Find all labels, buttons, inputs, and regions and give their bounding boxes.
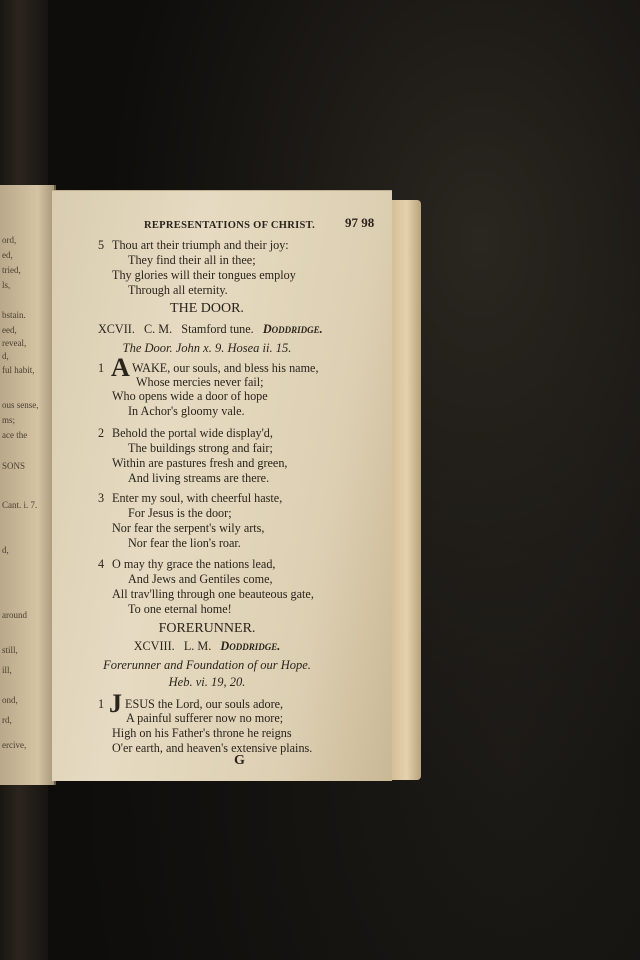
left-fragment: ed, bbox=[2, 250, 13, 260]
left-fragment: ond, bbox=[2, 695, 18, 705]
left-fragment: around bbox=[2, 610, 27, 620]
hymn-title: THE DOOR. bbox=[170, 301, 244, 316]
drop-cap: A bbox=[111, 353, 130, 382]
verse-number: 5 bbox=[98, 238, 105, 252]
left-fragment: ill, bbox=[2, 665, 12, 675]
left-fragment: d, bbox=[2, 351, 9, 361]
hymnal-page: REPRESENTATIONS OF CHRIST. 97 98 5 Thou art their triumph and their joy: They find their all in thee; Thy glories will their tongues employ Through all eternity. THE DOOR. XCVII. C. M. Stamford tune. Doddridge. The Door. John x. 9. Hosea ii. 15. 1 A WAKE, our souls, and bless his name, Whose mercies never fail; Who opens wide a door of hope In Achor's gloomy vale. 2 Behold the portal wide display'd, The buildings strong and fair; Within are pastures fresh and green, And living streams are there. 3 Enter my soul, with cheerful haste, For Jesus is the door; Nor fear the serpent's wily arts, Nor fear the lion's roar. 4 O may thy grace the nations lead, And Jews and Gentiles come, All trav'lling through one beauteous gate, To one eternal home! FORERUNNER. XCVIII. L. M. Doddridge. Forerunner and Foundation of our Hope. Heb. vi. 19, 20. 1 J ESUS the Lord, our souls adore, A painful sufferer now no more; High on his Father's throne he reigns O'er earth, and heaven's extensive plains. G bbox=[52, 190, 392, 781]
left-page-edge bbox=[0, 185, 56, 785]
left-fragment: reveal, bbox=[2, 338, 27, 348]
left-fragment: d, bbox=[2, 545, 9, 555]
left-fragment: ms; bbox=[2, 415, 16, 425]
hymn-subtitle: Forerunner and Foundation of our Hope. bbox=[103, 658, 311, 672]
hymn-meta: XCVII. C. M. Stamford tune. Doddridge. bbox=[98, 322, 323, 336]
left-fragment: rd, bbox=[2, 715, 12, 725]
left-fragment: bstain. bbox=[2, 310, 26, 320]
left-fragment: Cant. i. 7. bbox=[2, 500, 38, 510]
left-fragment: tried, bbox=[2, 265, 21, 275]
left-fragment: SONS bbox=[2, 461, 26, 471]
left-fragment: eed, bbox=[2, 325, 17, 335]
left-fragment: still, bbox=[2, 645, 18, 655]
left-fragment: ace the bbox=[2, 430, 28, 440]
scripture-ref: The Door. John x. 9. Hosea ii. 15. bbox=[122, 341, 292, 355]
left-fragment: ful habit, bbox=[2, 365, 35, 375]
left-fragment: ls, bbox=[2, 280, 11, 290]
left-fragment: ous sense, bbox=[2, 400, 39, 410]
author: Doddridge. bbox=[220, 639, 281, 653]
page-number: 97 98 bbox=[345, 215, 375, 230]
scripture-ref: Heb. vi. 19, 20. bbox=[168, 675, 246, 689]
hymn-title: FORERUNNER. bbox=[158, 621, 256, 636]
hymn-meta: XCVIII. L. M. Doddridge. bbox=[133, 639, 281, 653]
left-fragment: ord, bbox=[2, 235, 17, 245]
left-fragment: ercive, bbox=[2, 740, 27, 750]
author: Doddridge. bbox=[262, 322, 323, 336]
drop-cap: J bbox=[109, 689, 122, 718]
running-header: REPRESENTATIONS OF CHRIST. bbox=[144, 220, 316, 231]
signature-mark: G bbox=[234, 753, 245, 768]
